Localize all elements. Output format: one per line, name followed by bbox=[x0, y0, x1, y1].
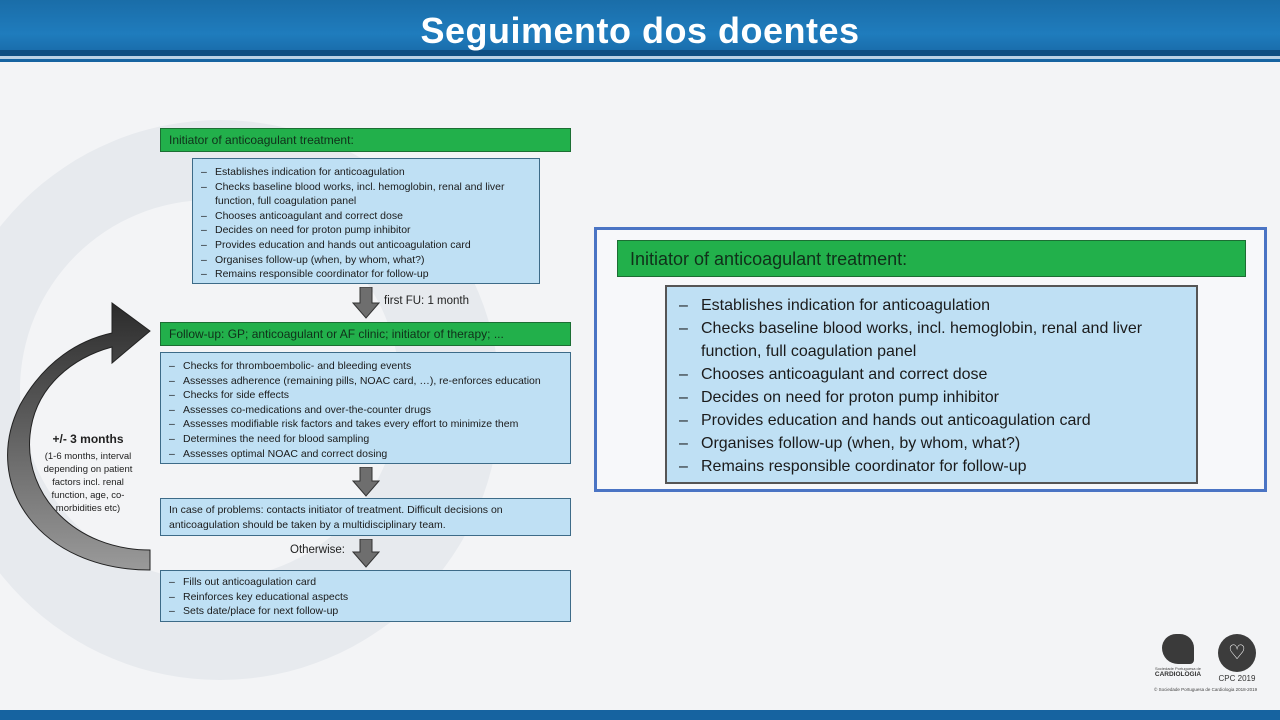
list-item: – Assesses modifiable risk factors and takes every effort to minimize them bbox=[169, 417, 562, 432]
cpc-logo-name: CPC 2019 bbox=[1218, 674, 1256, 683]
final-list bbox=[169, 575, 562, 619]
cpc-logo bbox=[1212, 634, 1262, 683]
copyright-text: © Sociedade Portuguesa de Cardiologia 2018-2019 bbox=[1154, 687, 1258, 692]
list-item: – Determines the need for blood sampling bbox=[169, 432, 562, 447]
problems-text: In case of problems: contacts initiator of treatment. Difficult decisions on anticoagulation should be taken by a multidisciplinary team. bbox=[169, 504, 503, 531]
initiator-list bbox=[201, 165, 531, 282]
initiator-box bbox=[192, 158, 540, 284]
final-box bbox=[160, 570, 571, 622]
slide-header bbox=[0, 0, 1280, 62]
spc-logo bbox=[1150, 634, 1206, 690]
zoom-panel bbox=[594, 227, 1267, 492]
first-fu-label: first FU: 1 month bbox=[384, 295, 469, 307]
list-item: – Assesses co-medications and over-the-counter drugs bbox=[169, 403, 562, 418]
list-item: – Checks baseline blood works, incl. hemoglobin, renal and liver function, full coagulation panel bbox=[201, 180, 531, 209]
spc-heart-icon bbox=[1162, 634, 1194, 664]
spc-logo-name: CARDIOLOGIA bbox=[1154, 671, 1202, 678]
footer-bar bbox=[0, 710, 1280, 720]
followup-heading: Follow-up: GP; anticoagulant or AF clinic; initiator of therapy; ... bbox=[160, 322, 571, 346]
list-item: – Assesses optimal NOAC and correct dosing bbox=[169, 447, 562, 462]
list-item: – Remains responsible coordinator for follow-up bbox=[201, 267, 531, 282]
zoom-box bbox=[665, 285, 1198, 484]
list-item: – Organises follow-up (when, by whom, what?) bbox=[201, 253, 531, 268]
list-item: – Remains responsible coordinator for follow-up bbox=[679, 455, 1184, 478]
list-item: – Provides education and hands out anticoagulation card bbox=[679, 409, 1184, 432]
cycle-label: +/- 3 months bbox=[52, 432, 124, 446]
list-item: – Organises follow-up (when, by whom, what?) bbox=[679, 432, 1184, 455]
down-arrow-1 bbox=[352, 287, 380, 319]
otherwise-label: Otherwise: bbox=[290, 544, 345, 556]
list-item: – Decides on need for proton pump inhibitor bbox=[679, 386, 1184, 409]
followup-list bbox=[169, 359, 562, 461]
cpc-heart-icon: ♡ bbox=[1218, 634, 1256, 672]
list-item: – Checks for thromboembolic- and bleeding events bbox=[169, 359, 562, 374]
list-item: – Checks for side effects bbox=[169, 388, 562, 403]
list-item: – Assesses adherence (remaining pills, NOAC card, …), re-enforces education bbox=[169, 374, 562, 389]
list-item: – Sets date/place for next follow-up bbox=[169, 604, 562, 619]
list-item: – Chooses anticoagulant and correct dose bbox=[201, 209, 531, 224]
header-strip-light bbox=[0, 56, 1280, 59]
list-item: – Checks baseline blood works, incl. hemoglobin, renal and liver function, full coagulation panel bbox=[679, 317, 1184, 363]
slide-title: Seguimento dos doentes bbox=[420, 10, 860, 51]
list-item: – Decides on need for proton pump inhibitor bbox=[201, 223, 531, 238]
problems-box bbox=[160, 498, 571, 536]
zoom-heading: Initiator of anticoagulant treatment: bbox=[617, 240, 1246, 277]
cycle-label-group bbox=[34, 432, 142, 515]
followup-box bbox=[160, 352, 571, 464]
down-arrow-2 bbox=[352, 467, 380, 497]
down-arrow-3 bbox=[352, 539, 380, 568]
cycle-note: (1-6 months, interval depending on patient factors incl. renal function, age, co-morbidities etc) bbox=[43, 451, 133, 514]
zoom-list bbox=[679, 294, 1184, 478]
spc-logo-small: Sociedade Portuguesa de bbox=[1154, 666, 1202, 671]
list-item: – Chooses anticoagulant and correct dose bbox=[679, 363, 1184, 386]
list-item: – Establishes indication for anticoagulation bbox=[201, 165, 531, 180]
list-item: – Reinforces key educational aspects bbox=[169, 590, 562, 605]
list-item: – Establishes indication for anticoagulation bbox=[679, 294, 1184, 317]
initiator-heading: Initiator of anticoagulant treatment: bbox=[160, 128, 571, 152]
list-item: – Fills out anticoagulation card bbox=[169, 575, 562, 590]
list-item: – Provides education and hands out anticoagulation card bbox=[201, 238, 531, 253]
